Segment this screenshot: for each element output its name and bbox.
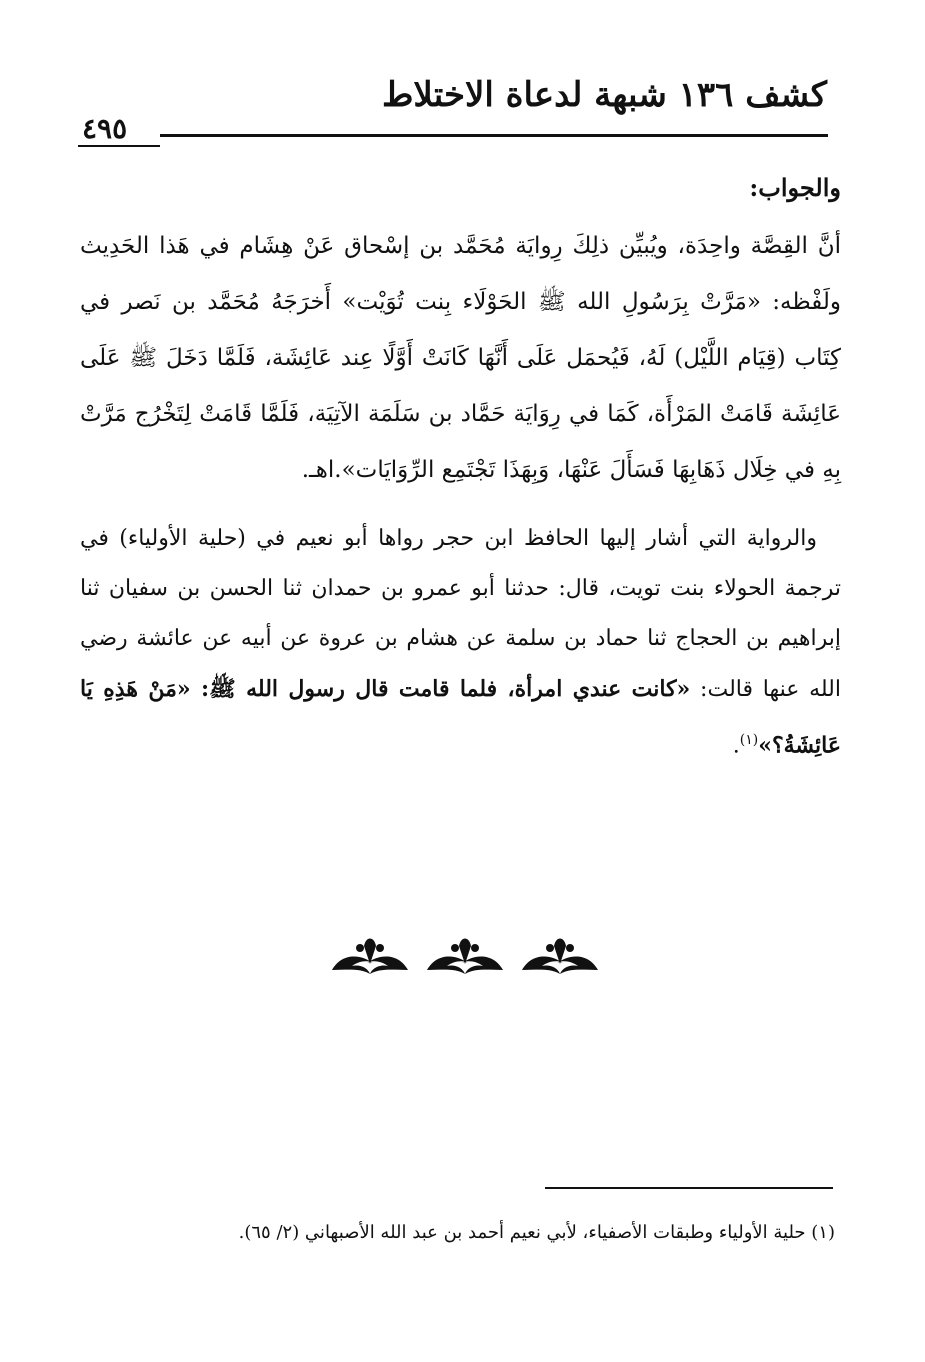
- narration-end: .: [732, 733, 740, 759]
- footnote-reference[interactable]: (١): [739, 732, 759, 748]
- main-text: [80, 170, 841, 771]
- ornament-motif-right: [522, 939, 598, 975]
- running-header-title: كشف ١٣٦ شبهة لدعاة الاختلاط: [381, 75, 827, 115]
- footnote: (١) حلية الأولياء وطبقات الأصفياء، لأبي نعيم أحمد بن عبد الله الأصبهاني (٢/ ٦٥).: [238, 1222, 835, 1243]
- ornament-motif-left: [332, 939, 408, 975]
- quote-paragraph: أنَّ القِصَّة واحِدَة، ويُبيِّن ذلِكَ رِوايَة مُحَمَّد بن إسْحاق عَنْ هِشَام في هَذا الحَدِيث ولَفْظه: «مَرَّتْ بِرَسُولِ الله ﷺ الحَوْلَاء بِنت تُوَيْت» أَخرَجَهُ مُحَمَّد بن نَصر في كِتَاب (قِيَام اللَّيْل) لَهُ، فَيُحمَل عَلَى أَنَّهَا كَانَتْ أَوَّلًا عِند عَائِشَة، فَلَمَّا دَخَلَ ﷺ عَلَى عَائِشَة قَامَتْ المَرْأَة، كَمَا في رِوَايَة حَمَّاد بن سَلَمَة الآتِيَة، فَلَمَّا قَامَتْ لِتَخْرُج مَرَّتْ بِهِ في خِلَال ذَهَابِهَا فَسَأَلَ عَنْهَا، وَبِهَذَا تَجْتَمِع الرِّوَايَات».اهـ.: [80, 233, 841, 483]
- answer-label: والجواب:: [749, 173, 841, 202]
- header-rule-short: [78, 145, 160, 147]
- page-number: ٤٩٥: [82, 112, 128, 145]
- narration-paragraph: [80, 514, 841, 771]
- narration-quote: «كانت عندي امرأة، فلما قامت قال رسول الله ﷺ: «مَنْ هَذِهِ يَا عَائِشَةُ؟»: [80, 676, 841, 759]
- ornament-motif-middle: [427, 939, 503, 975]
- footnote-rule: [545, 1187, 833, 1189]
- floral-ornament-icon: [320, 930, 610, 1000]
- narration-text: والرواية التي أشار إليها الحافظ ابن حجر رواها أبو نعيم في (حلية الأولياء) في ترجمة الحولاء بنت تويت، قال: حدثنا أبو عمرو بن حمدان ثنا الحسن بن سفيان ثنا إبراهيم بن الحجاج ثنا حماد بن سلمة عن هشام بن عروة عن أبيه عن عائشة رضي الله عنها قالت:: [80, 526, 841, 702]
- header-rule: [160, 134, 828, 137]
